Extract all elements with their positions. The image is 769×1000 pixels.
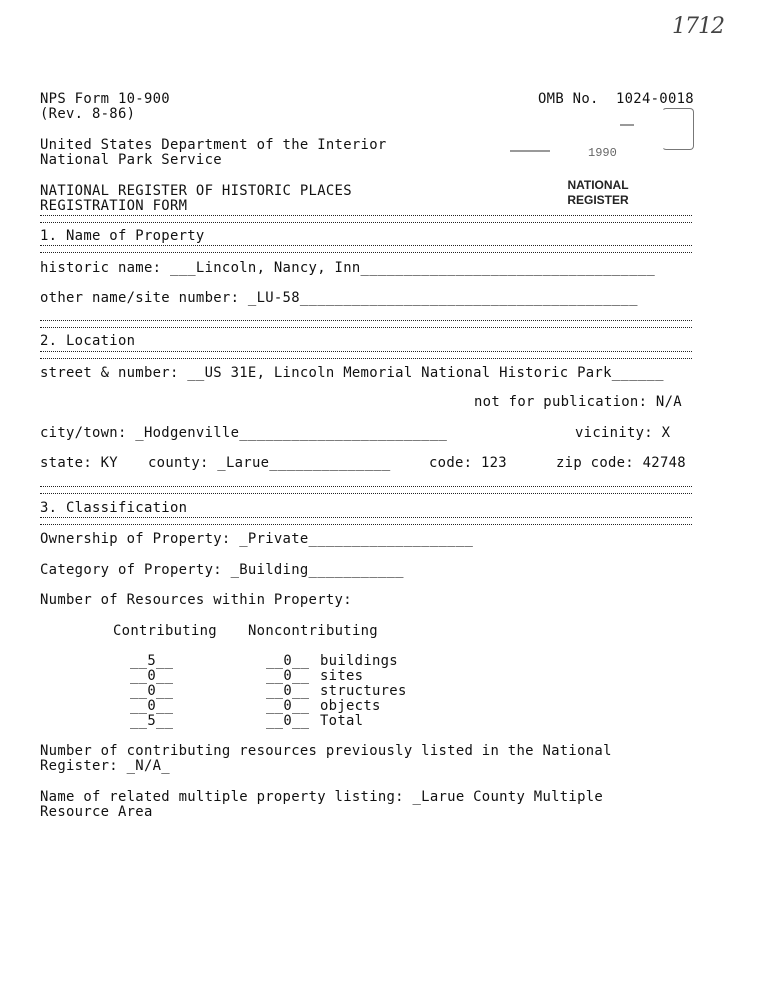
noncontributing-count: __0__ xyxy=(266,668,310,684)
code-field: code: 123 xyxy=(429,455,507,471)
contributing-column-header: Contributing xyxy=(113,623,217,639)
contributing-count: __5__ xyxy=(130,653,174,669)
omb-number: OMB No. 1024-0018 xyxy=(538,91,694,107)
form-number: NPS Form 10-900 xyxy=(40,91,170,107)
resources-label: Number of Resources within Property: xyxy=(40,592,352,608)
resource-type-label: objects xyxy=(320,698,381,714)
noncontributing-count: __0__ xyxy=(266,713,310,729)
separator-line xyxy=(40,351,692,359)
resource-type-label: buildings xyxy=(320,653,398,669)
form-title: REGISTRATION FORM xyxy=(40,198,188,214)
separator-line xyxy=(40,486,692,494)
multiple-listing-line-2: Resource Area xyxy=(40,804,153,820)
resource-type-label: Total xyxy=(320,713,364,729)
city-town-field: city/town: _Hodgenville________________________ xyxy=(40,425,448,441)
separator-line xyxy=(40,320,692,328)
noncontributing-count: __0__ xyxy=(266,683,310,699)
category-field: Category of Property: _Building___________ xyxy=(40,562,404,578)
stamp-date: 1990 xyxy=(588,146,617,160)
separator-line xyxy=(40,215,692,223)
contributing-count: __0__ xyxy=(130,683,174,699)
previously-listed-line-1: Number of contributing resources previously listed in the National xyxy=(40,743,612,759)
noncontributing-count: __0__ xyxy=(266,653,310,669)
multiple-listing-line-1: Name of related multiple property listing: _Larue County Multiple xyxy=(40,789,604,805)
contributing-count: __0__ xyxy=(130,668,174,684)
not-for-publication-field: not for publication: N/A xyxy=(474,394,682,410)
county-field: county: _Larue______________ xyxy=(148,455,391,471)
receipt-stamp-mark xyxy=(662,108,694,150)
contributing-count: __5__ xyxy=(130,713,174,729)
noncontributing-column-header: Noncontributing xyxy=(248,623,378,639)
zip-code-field: zip code: 42748 xyxy=(556,455,686,471)
form-revision: (Rev. 8-86) xyxy=(40,106,136,122)
street-number-field: street & number: __US 31E, Lincoln Memorial National Historic Park______ xyxy=(40,365,664,381)
section-3-heading: 3. Classification xyxy=(40,500,188,516)
previously-listed-line-2: Register: _N/A_ xyxy=(40,758,170,774)
separator-line xyxy=(40,245,692,253)
other-name-field: other name/site number: _LU-58_______________________________________ xyxy=(40,290,638,306)
department-name: United States Department of the Interior xyxy=(40,137,387,153)
ownership-field: Ownership of Property: _Private___________________ xyxy=(40,531,474,547)
stamp-register: REGISTER xyxy=(567,193,629,207)
resource-type-label: sites xyxy=(320,668,364,684)
stamp-speck xyxy=(510,150,550,152)
section-1-heading: 1. Name of Property xyxy=(40,228,205,244)
register-title: NATIONAL REGISTER OF HISTORIC PLACES xyxy=(40,183,352,199)
historic-name-field: historic name: ___Lincoln, Nancy, Inn__________________________________ xyxy=(40,260,656,276)
separator-line xyxy=(40,517,692,525)
stamp-national: NATIONAL xyxy=(567,178,629,192)
service-name: National Park Service xyxy=(40,152,222,168)
vicinity-field: vicinity: X xyxy=(575,425,671,441)
section-2-heading: 2. Location xyxy=(40,333,136,349)
handwritten-reference-number: 1712 xyxy=(672,14,724,39)
contributing-count: __0__ xyxy=(130,698,174,714)
state-field: state: KY xyxy=(40,455,118,471)
stamp-speck xyxy=(620,124,634,126)
resource-type-label: structures xyxy=(320,683,407,699)
noncontributing-count: __0__ xyxy=(266,698,310,714)
